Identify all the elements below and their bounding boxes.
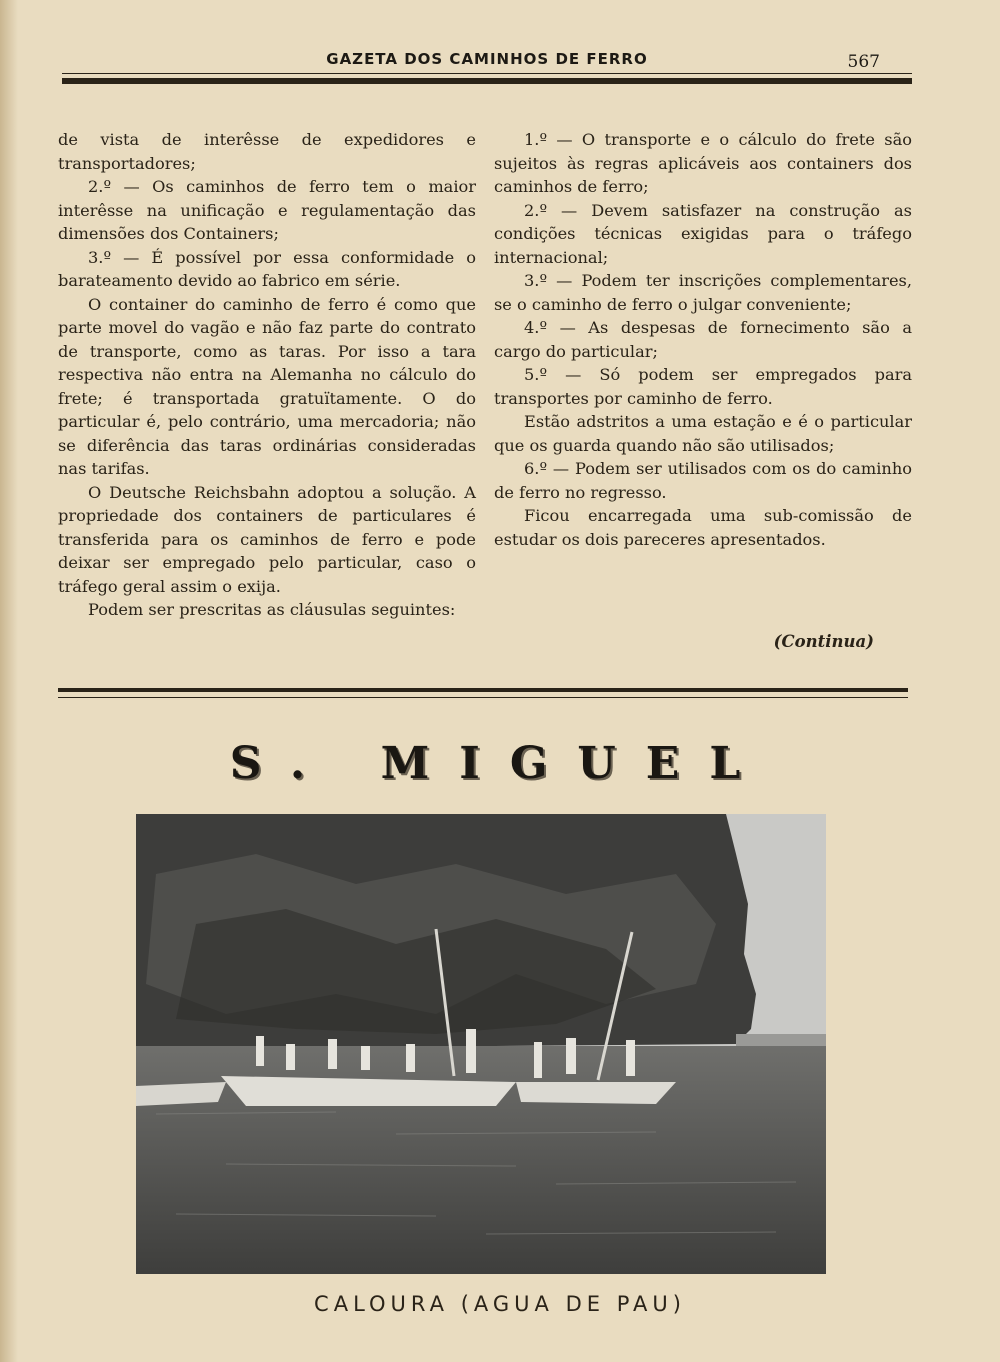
page-header	[62, 48, 912, 92]
paragraph: de vista de interêsse de expedidores e transportadores;	[58, 130, 476, 173]
paragraph: 3.º — É possível por essa conformidade o barateamento devido ao fabrico em série.	[58, 247, 476, 290]
header-rule-thin	[62, 73, 912, 74]
paragraph: 1.º — O transporte e o cálculo do frete são sujeitos às regras aplicáveis aos containers dos caminhos de ferro;	[494, 130, 912, 196]
right-column	[494, 128, 912, 551]
journal-title: GAZETA DOS CAMINHOS DE FERRO	[326, 50, 648, 68]
paragraph: 2.º — Os caminhos de ferro tem o maior interêsse na unificação e regulamentação das dimensões dos Containers;	[58, 177, 476, 243]
paragraph: O Deutsche Reichsbahn adoptou a solução. A propriedade dos containers de particulares é transferida para os caminhos de ferro e pode deixar ser empregado pelo particular, caso o tráfego geral assim o exija.	[58, 482, 476, 596]
paragraph: 5.º — Só podem ser empregados para transportes por caminho de ferro.	[494, 365, 912, 408]
paragraph: 4.º — As despesas de fornecimento são a cargo do particular;	[494, 318, 912, 361]
photo-caption: CALOURA (AGUA DE PAU)	[314, 1292, 686, 1316]
paragraph: 2.º — Devem satisfazer na construção as condições técnicas exigidas para o tráfego internacional;	[494, 200, 912, 267]
section-separator-thin	[58, 697, 908, 698]
boats-near-cliff-photo	[136, 814, 826, 1274]
header-rule-thick	[62, 78, 912, 84]
paragraph: 6.º — Podem ser utilisados com os do caminho de ferro no regresso.	[494, 459, 912, 502]
paragraph: Podem ser prescritas as cláusulas seguintes:	[88, 600, 456, 619]
continued-note: (Continua)	[773, 632, 874, 651]
page-number: 567	[847, 52, 880, 72]
section-title: S. MIGUEL	[229, 738, 771, 789]
paragraph: Estão adstritos a uma estação e é o particular que os guarda quando não são utilisados;	[494, 412, 912, 455]
paragraph: O container do caminho de ferro é como que parte movel do vagão e não faz parte do contrato de transporte, como as taras. Por isso a tara respectiva não entra na Alemanha no cálculo do frete; é transportada gratuïtamente. O do particular é, pelo contrário, uma mercadoria; não se diferência das taras ordinárias consideradas nas tarifas.	[58, 294, 476, 478]
section-separator	[58, 688, 908, 692]
page-edge	[0, 0, 18, 1362]
paragraph: 3.º — Podem ter inscrições complementares, se o caminho de ferro o julgar conveniente;	[494, 271, 912, 314]
paragraph: Ficou encarregada uma sub-comissão de estudar os dois pareceres apresentados.	[494, 506, 912, 549]
left-column	[58, 128, 476, 622]
